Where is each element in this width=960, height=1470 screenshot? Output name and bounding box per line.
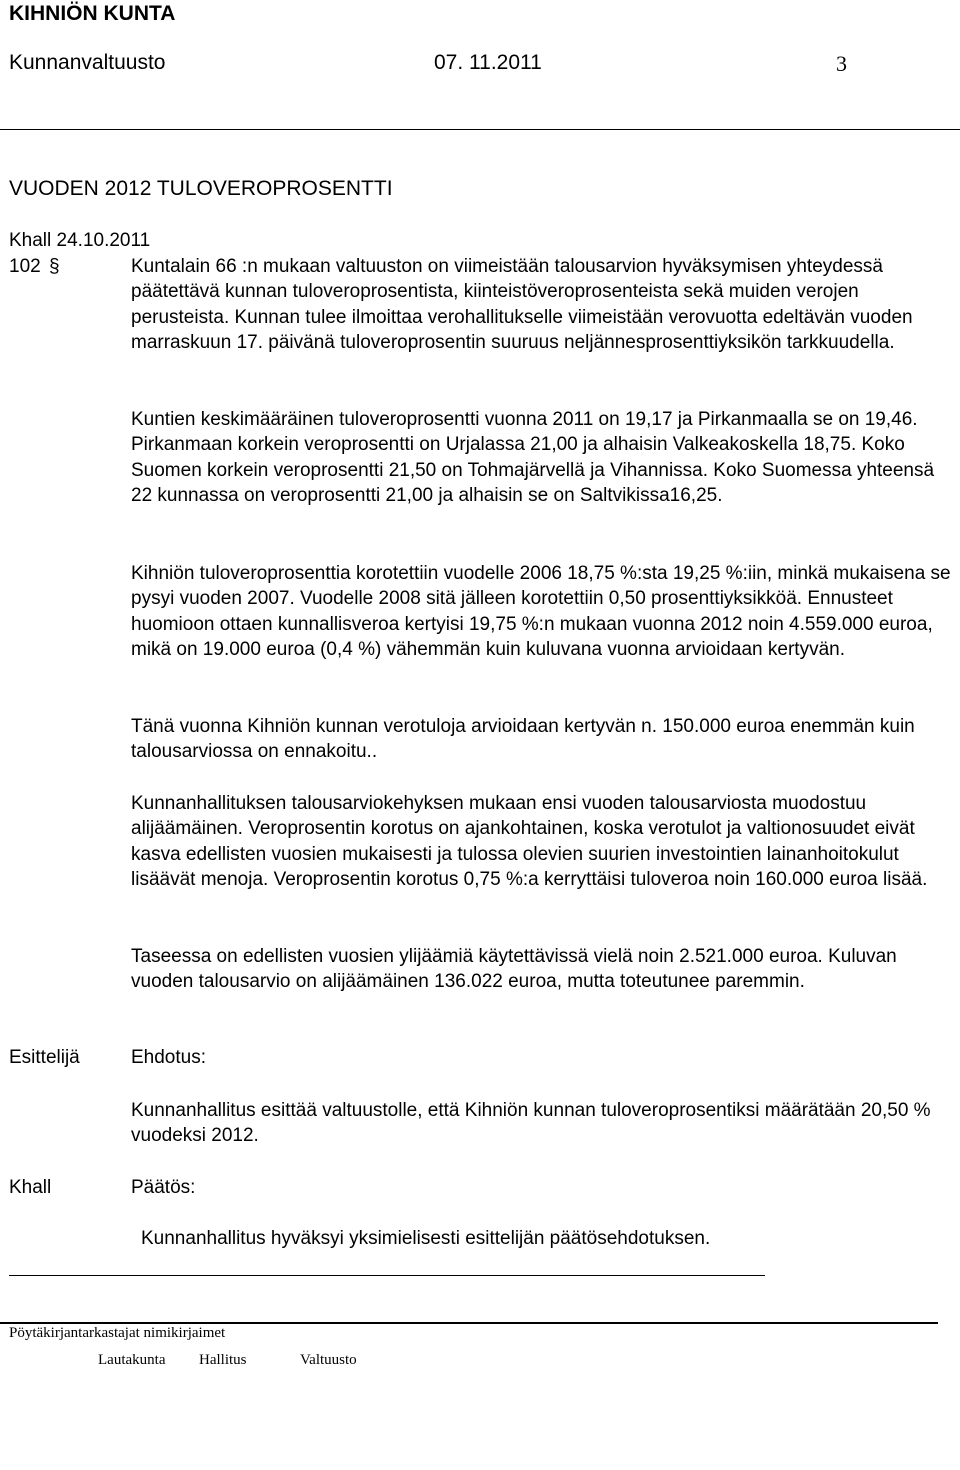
- section-number: 102: [9, 256, 41, 277]
- paragraph-4: Tänä vuonna Kihniön kunnan verotuloja arvioidaan kertyvän n. 150.000 euroa enemmän kuin talousarviossa on ennakoitu..: [131, 716, 915, 763]
- decision-label: Päätös:: [131, 1177, 196, 1198]
- footer-body-hallitus: Hallitus: [199, 1352, 247, 1368]
- footer-body-valtuusto: Valtuusto: [300, 1352, 357, 1368]
- paragraph-1: Kuntalain 66 :n mukaan valtuuston on viimeistään talousarvion hyväksymisen yhteydessä päätettävä kunnan tuloveroprosentista, kiinteistöveroprosenteista sekä muiden verojen perusteista. Kunnan tulee ilmoittaa verohallitukselle viimeistään verovuotta edeltävän vuoden marraskuun 17. päivänä tuloveroprosentin suuruus neljännesprosenttiyksikön tarkkuudella.: [131, 256, 913, 354]
- document-title: VUODEN 2012 TULOVEROPROSENTTI: [9, 177, 393, 200]
- paragraph-2: Kuntien keskimääräinen tuloveroprosentti vuonna 2011 on 19,17 ja Pirkanmaalla se on 19,46. Pirkanmaan korkein veroprosentti on Urjalassa 21,00 ja alhaisin Valkeakoskella 18,75. Koko Suomen korkein veroprosentti 21,50 on Tohmajärvellä ja Vihannissa. Koko Suomessa yhteensä 22 kunnassa on veroprosentti 21,00 ja alhaisin se on Saltvikissa16,25.: [131, 409, 935, 507]
- footer-body-lautakunta: Lautakunta: [98, 1352, 166, 1368]
- council-name: Kunnanvaltuusto: [9, 51, 166, 74]
- meeting-date: 07. 11.2011: [434, 51, 542, 74]
- signature-line: [9, 1275, 765, 1276]
- decision-text: Kunnanhallitus hyväksyi yksimielisesti esittelijän päätösehdotuksen.: [141, 1228, 711, 1249]
- footer-divider: [0, 1322, 938, 1324]
- proposal-label: Ehdotus:: [131, 1047, 206, 1068]
- header-divider: [0, 129, 960, 130]
- footer-signatures-label: Pöytäkirjantarkastajat nimikirjaimet: [9, 1325, 226, 1341]
- proposal-text: Kunnanhallitus esittää valtuustolle, että Kihniön kunnan tuloveroprosentiksi määrätään 20,50 % vuodeksi 2012.: [131, 1100, 931, 1147]
- section-symbol: §: [49, 256, 60, 277]
- page-number: 3: [836, 51, 847, 76]
- presenter-label: Esittelijä: [9, 1047, 80, 1068]
- municipality-name: KIHNIÖN KUNTA: [9, 2, 176, 25]
- paragraph-5: Kunnanhallituksen talousarviokehyksen mukaan ensi vuoden talousarviosta muodostuu alijäämäinen. Veroprosentin korotus on ajankohtainen, koska verotulot ja valtionosuudet eivät kasva edellisten vuosien mukaisesti ja tulossa olevien suurien investointien lainanhoitokulut lisäävät menoja. Veroprosentin korotus 0,75 %:a kerryttäisi tuloveroa noin 160.000 euroa lisää.: [131, 793, 928, 891]
- khall-date: Khall 24.10.2011: [9, 230, 151, 251]
- paragraph-6: Taseessa on edellisten vuosien ylijäämiä käytettävissä vielä noin 2.521.000 euroa. Kuluvan vuoden talousarvio on alijäämäinen 136.022 euroa, mutta toteutunee paremmin.: [131, 946, 897, 993]
- decision-maker-label: Khall: [9, 1177, 52, 1198]
- paragraph-3: Kihniön tuloveroprosenttia korotettiin vuodelle 2006 18,75 %:sta 19,25 %:iin, minkä mukaisena se pysyi vuoden 2007. Vuodelle 2008 sitä jälleen korotettiin 0,50 prosenttiyksikköä. Ennusteet huomioon ottaen kunnallisveroa kertyisi 19,75 %:n mukaan vuonna 2012 noin 4.559.000 euroa, mikä on 19.000 euroa (0,4 %) vähemmän kuin kuluvana vuonna arvioidaan kertyvän.: [131, 563, 951, 661]
